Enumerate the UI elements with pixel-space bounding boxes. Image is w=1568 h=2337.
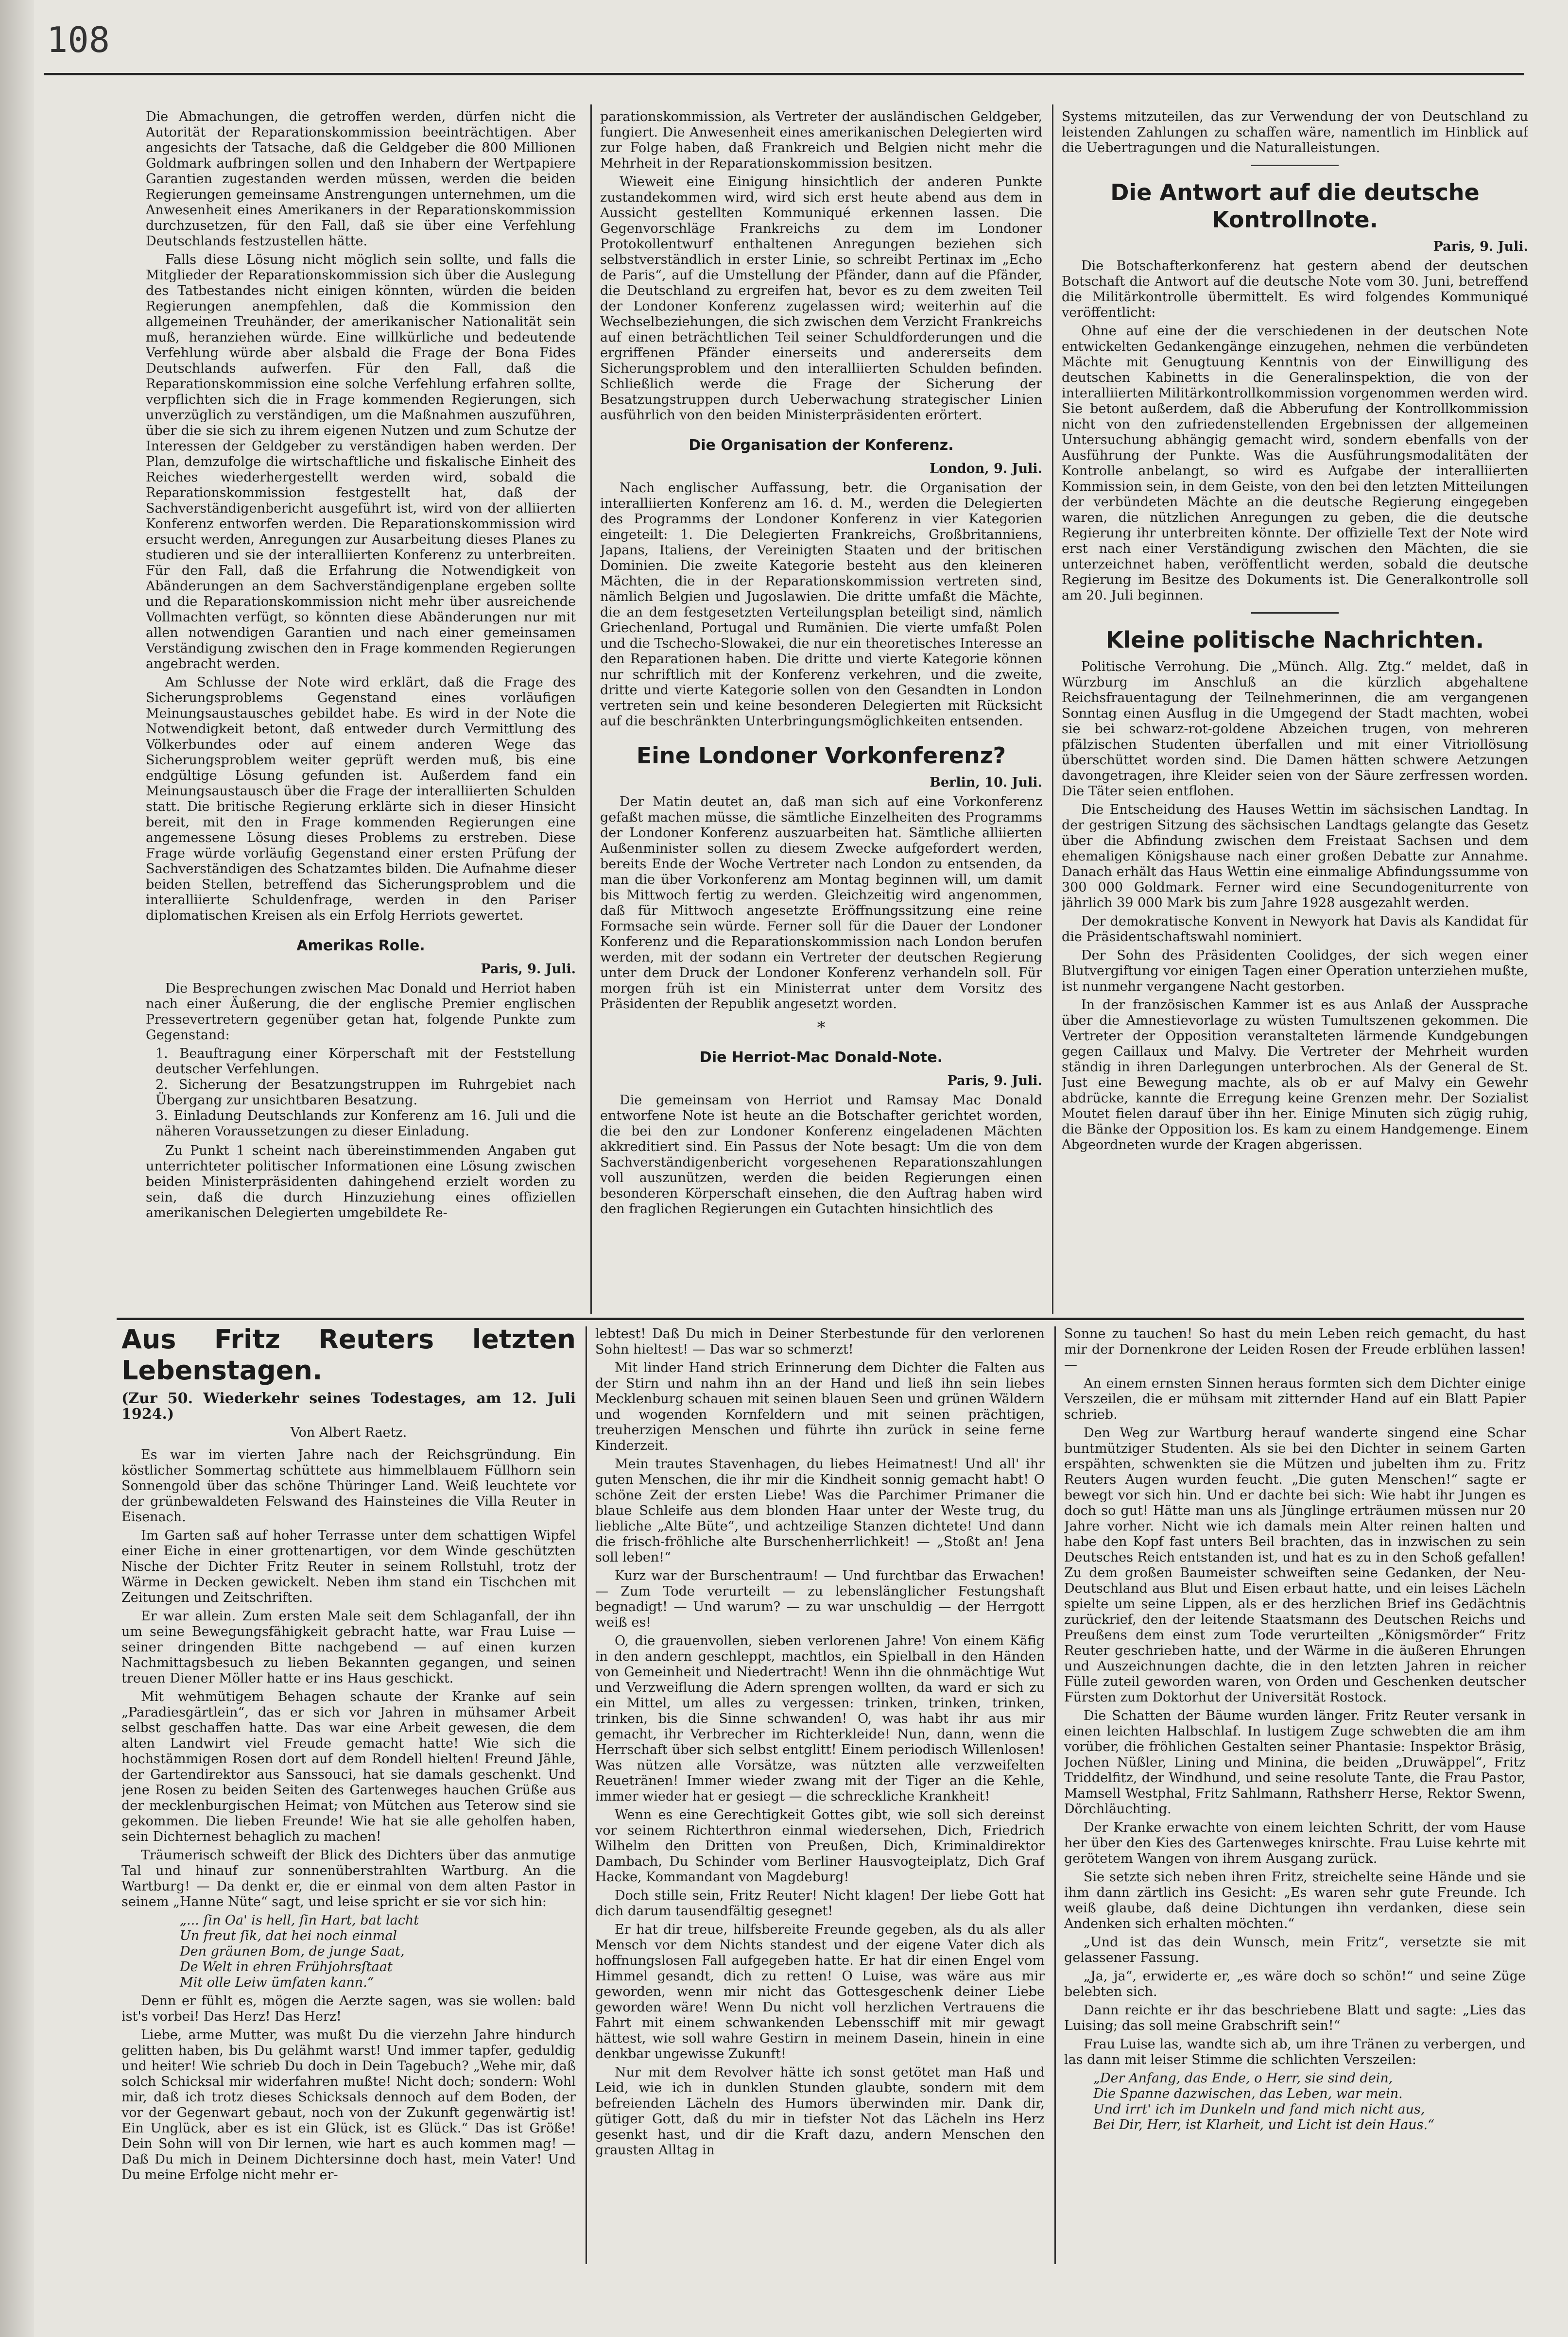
poem-line-3: Den gräunen Bom, de junge Saat, xyxy=(180,1944,405,1959)
epitaph-line-2: Die Spanne dazwischen, das Leben, war mein. xyxy=(1093,2086,1403,2101)
col1-para-3: Am Schlusse der Note wird erklärt, daß die Frage des Sicherungsproblems Gegenstand eines vorläufigen Meinungsaustausches gebildet habe. Es wird in der Note die Notwendigkeit betont, daß entweder durch Vermittlung des Völkerbundes oder auf einem anderen Wege das Sicherungsproblem weiter geprüft werden muß, bis eine endgültige Lösung gefunden ist. Außerdem fand ein Meinungsaustausch über die Frage der interalliierten Schulden statt. Die britische Regierung erklärte sich in dieser Hinsicht bereit, mit den in Frage kommenden Regierungen eine angemessene Lösung dieses Problems zu erstreben. Diese Frage würde vorläufig Gegenstand einer ersten Prüfung der Sachverständigen des Schatzamtes bilden. Die Aufnahme dieser beiden Stellen, betreffend das Sicherungsproblem und die interalliierte Schuldenfrage, werden in den Pariser diplomatischen Kreisen als ein Erfolg Herriots gewertet. xyxy=(146,675,576,923)
poem-line-4: De Welt in ehren Frühjohrsſtaat xyxy=(180,1959,393,1975)
feature3-para-2: An einem ernsten Sinnen heraus formten sich dem Dichter einige Verszeilen, die er mühsam mit zitternder Hand auf ein Blatt Papier schrieb. xyxy=(1064,1376,1526,1422)
col3-item-4: Der Sohn des Präsidenten Coolidges, der sich wegen einer Blutvergiftung vor einigen Tagen einer Operation unterziehen mußte, ist nunmehr vergangene Nacht gestorben. xyxy=(1062,948,1528,994)
epitaph-poem xyxy=(1093,2071,1526,2133)
col2-para-1: parationskommission, als Vertreter der ausländischen Geldgeber, fungiert. Die Anwesenheit eines amerikanischen Delegierten wird zur Folge haben, daß Frankreich und Belgien nicht mehr die Mehrheit in der Reparationskommission besitzen. xyxy=(600,109,1042,171)
col3-heading-antwort: Die Antwort auf die deutsche Kontrollnote. xyxy=(1110,179,1480,233)
feature-poem xyxy=(180,1913,576,1991)
feature3-para-8: „Ja, ja“, erwiderte er, „es wäre doch so schön!“ und seine Züge belebten sich. xyxy=(1064,1969,1526,1999)
column-rule-2 xyxy=(1052,104,1053,1314)
feature2-para-1: lebtest! Daß Du mich in Deiner Sterbestunde für den verlorenen Sohn hieltest! — Das war so schmerzt! xyxy=(595,1326,1045,1357)
top-rule xyxy=(44,73,1524,75)
col1-point-2: 2. Sicherung der Besatzungstruppen im Ruhrgebiet nach Übergang zur unsichtbaren Besatzung. xyxy=(155,1077,576,1108)
col1-point-1: 1. Beauftragung einer Körperschaft mit der Feststellung deutscher Verfehlungen. xyxy=(155,1046,576,1077)
poem-line-1: „... ſin Oa' is hell, ſin Hart, bat lacht xyxy=(180,1913,419,1928)
col2-para-4: Der Matin deutet an, daß man sich auf eine Vorkonferenz gefaßt machen müsse, die sämtliche Einzelheiten des Programms der Londoner Konferenz auszuarbeiten hat. Sämtliche alliierten Außenminister sollen zu diesem Zwecke aufgefordert werden, bereits Ende der Woche Vertreter nach London zu entsenden, da man die über Vorkonferenz am Montag beginnen will, um damit bis Mittwoch fertig zu werden. Gleichzeitig wird angenommen, daß für Mittwoch angesetzte Eröffnungssitzung eine reine Formsache sein würde. Ferner soll für die Dauer der Londoner Konferenz und die Reparationskommission nach London berufen werden, mit der sodann ein Vertreter der deutschen Regierung unter dem Druck der Londoner Konferenz verhandeln soll. Für morgen früh ist ein Ministerrat unter dem Vorsitz des Präsidenten der Republik angesetzt worden. xyxy=(600,794,1042,1012)
feature3-para-6: Sie setzte sich neben ihren Fritz, streichelte seine Hände und sie ihm dann zärtlich ins Gesicht: „Es waren sehr gute Freunde. Ich weiß glaube, daß deine Dichtungen ihn verdanken, diese sein Andenken sich erhalten möchten.“ xyxy=(1064,1870,1526,1931)
feature-para-2: Im Garten saß auf hoher Terrasse unter dem schattigen Wipfel einer Eiche in einer grottenartigen, vor dem Winde geschützten Nische der Dichter Fritz Reuter in seinem Rollstuhl, trotz der Wärme in Decken gewickelt. Neben ihm stand ein Tischchen mit Zeitungen und Zeitschriften. xyxy=(121,1528,576,1605)
feature-byline: Von Albert Raetz. xyxy=(290,1425,407,1440)
epitaph-line-4: Bei Dir, Herr, ist Klarheit, und Licht ist dein Haus.“ xyxy=(1093,2117,1434,2132)
col1-points-list xyxy=(155,1046,576,1139)
col2-para-5: Die gemeinsam von Herriot und Ramsay Mac Donald entworfene Note ist heute an die Botschafter gerichtet worden, die bei den zur Londoner Konferenz eingeladenen Mächten akkreditiert sind. Ein Passus der Note besagt: Um die von dem Sachverständigenbericht vorgesehenen Reparationszahlungen voll auszunützen, werden die beiden Regierungen einen besonderen Körperschaft einsehen, die den Auftrag haben wird den fraglichen Regierungen ein Gutachten hinsichtlich des xyxy=(600,1093,1042,1217)
epitaph-line-3: Und irrt' ich im Dunkeln und fand mich nicht aus, xyxy=(1093,2102,1425,2117)
feuilleton-rule xyxy=(117,1318,1524,1320)
feature3-para-1: Sonne zu tauchen! So hast du mein Leben reich gemacht, du hast mir der Dornenkrone der Leiden Rosen der Freude erblühen lassen! — xyxy=(1064,1326,1526,1373)
col1-point-3: 3. Einladung Deutschlands zur Konferenz am 16. Juli und die näheren Voraussetzungen zu dieser Einladung. xyxy=(155,1108,576,1139)
feature3-para-7: „Und ist das dein Wunsch, mein Fritz“, versetzte sie mit gelassener Fassung. xyxy=(1064,1935,1526,1965)
feature-para-4: Mit wehmütigem Behagen schaute der Kranke auf sein „Paradiesgärtlein“, das er sich vor Jahren in mühsamer Arbeit selbst geschaffen hatte. Das war eine Arbeit gewesen, die dem alten Landwirt viel Freude gemacht hatte! Wie sich die hochstämmigen Rosen dort auf dem Rondell hielten! Freund Jähle, der Gartendirektor aus Sanssouci, hat sie damals geschenkt. Und jene Rosen zu beiden Seiten des Gartenweges hauchen Grüße aus der mecklenburgischen Heimat; von Mütchen aus Teterow sind sie gekommen. Die lieben Freunde! Wie hat sie alle geholfen haben, sein Dichternest behaglich zu machen! xyxy=(121,1689,576,1844)
col2-heading-organisation: Die Organisation der Konferenz. xyxy=(689,437,954,454)
feature-column-rule-2 xyxy=(1054,1326,1056,2264)
col1-para-2: Falls diese Lösung nicht möglich sein sollte, und falls die Mitglieder der Reparationskommission sich über die Auslegung des Tatbestandes nicht einigen könnten, würden die beiden Regierungen anempfehlen, daß die Kommission den allgemeinen Treuhänder, der amerikanischer Nationalität sein muß, heranziehen würde. Eine willkürliche und bedeutende Verfehlung würde aber alsbald die Frage der Bona Fides Deutschlands aufwerfen. Für den Fall, daß die Reparationskommission eine solche Verfehlung erfahren sollte, verpflichten sich die in Frage kommenden Regierungen, sich unverzüglich zu verständigen, um die Maßnahmen auszuführen, über die sie sich zu ihrem eigenen Nutzen und zum Schutze der Interessen der Geldgeber zu verständigen haben werden. Der Plan, demzufolge die wirtschaftliche und fiskalische Einheit des Reiches wiederhergestellt werden wird, sobald die Reparationskommission festgestellt hat, daß der Sachverständigenbericht ausgeführt ist, wird von der alliierten Konferenz entworfen werden. Die Reparationskommission wird ersucht werden, Anregungen zur Ausarbeitung dieses Planes zu studieren und sie der interalliierten Konferenz zu unterbreiten. Für den Fall, daß die Erfahrung die Notwendigkeit von Abänderungen an dem Sachverständigenplane ergeben sollte und die Reparationskommission nicht mehr über ausreichende Vollmachten verfügt, so könnten diese Abänderungen nur mit allen notwendigen Garantien und nach einer gemeinsamen Verständigung zwischen den in Frage kommenden Regierungen angebracht werden. xyxy=(146,252,576,671)
page-number: 108 xyxy=(47,19,110,60)
col3-heading-kleine-nachrichten: Kleine politische Nachrichten. xyxy=(1105,627,1484,653)
epitaph-line-1: „Der Anfang, das Ende, o Herr, sie sind dein, xyxy=(1093,2071,1393,2086)
feature2-para-2: Mit linder Hand strich Erinnerung dem Dichter die Falten aus der Stirn und nahm ihn an der Hand und ließ ihn sein liebes Mecklenburg schauen mit seinen blauen Seen und grünen Wäldern und wogenden Kornfeldern und mit seinen prächtigen, treuherzigen Menschen und führte ihn zurück in seine ferne Kinderzeit. xyxy=(595,1360,1045,1453)
col2-heading-herriot-note: Die Herriot-Mac Donald-Note. xyxy=(699,1049,943,1066)
col2-dateline-3: Paris, 9. Juli. xyxy=(947,1073,1042,1088)
col3-short-rule-2 xyxy=(1251,612,1339,614)
col3-item-3: Der demokratische Konvent in Newyork hat Davis als Kandidat für die Präsidentschaftswahl nominiert. xyxy=(1062,914,1528,945)
col3-para-3: Ohne auf eine der die verschiedenen in der deutschen Note entwickelten Gedankengänge einzugehen, nehmen die verbündeten Mächte mit Genugtuung Kenntnis von der Einwilligung des deutschen Kabinetts in die Generalinspektion, die von der interalliierten Militärkontrollkommission vorgenommen werden wird. Sie betont außerdem, daß die Abberufung der Kontrollkommission nicht von den zufriedenstellenden Ergebnissen der allgemeinen Untersuchung abhängig gemacht wird, sondern ebenfalls von der Ausführung der Punkte. Was die Ausführungsmodalitäten der Kontrolle anbelangt, so wird es Aufgabe der interalliierten Kommission sein, in dem Geiste, von den bei den letzten Mitteilungen der verbündeten Mächte an die deutsche Regierung eingegeben waren, die nützlichen Anregungen zu geben, die die deutsche Regierung ihr unterbreiten könnte. Der offizielle Text der Note wird erst nach einer Verständigung zwischen den Mächten, die sie unterzeichnet haben, veröffentlicht werden, sobald die deutsche Regierung im Besitze des Dokuments ist. Die Generalkontrolle soll am 20. Juli beginnen. xyxy=(1062,324,1528,603)
feature-para-3: Er war allein. Zum ersten Male seit dem Schlaganfall, der ihn um seine Bewegungsfähigkeit gebracht hatte, war Frau Luise — seiner dringenden Bitte nachgebend — auf einen kurzen Nachmittagsbesuch zu lieben Bekannten gegangen, und seinen treuen Diener Möller hatte er ins Haus geschickt. xyxy=(121,1609,576,1686)
feature2-para-3: Mein trautes Stavenhagen, du liebes Heimatnest! Und all' ihr guten Menschen, die ihr mir die Kindheit sonnig gemacht habt! O schöne Zeit der ersten Liebe! Was die Parchimer Primaner die blaue Schleife aus dem blonden Haar unter der Weste trug, du liebliche „Alte Büte“, und achtzeilige Stanzen dichtete! Und dann die frisch-fröhliche alte Burschenherrlichkeit! — „Stoßt an! Jena soll leben!“ xyxy=(595,1457,1045,1565)
col3-short-rule-1 xyxy=(1251,165,1339,166)
col2-dateline-1: London, 9. Juli. xyxy=(930,461,1042,476)
col3-para-1: Systems mitzuteilen, das zur Verwendung der von Deutschland zu leistenden Zahlungen zu schaffen wäre, namentlich im Hinblick auf die Uebertragungen und die Naturalleistungen. xyxy=(1062,109,1528,155)
poem-line-2: Un freut ſik, dat hei noch einmal xyxy=(180,1928,397,1943)
col1-heading-amerikas-rolle: Amerikas Rolle. xyxy=(296,937,425,954)
feature3-para-4: Die Schatten der Bäume wurden länger. Fritz Reuter versank in einen leichten Halbschlaf. In lustigem Zuge schwebten die am ihm vorüber, die fröhlichen Gestalten seiner Phantasie: Inspektor Bräsig, Jochen Nüßler, Lining und Minina, die beiden „Druwäppel“, Fritz Triddelfitz, der Windhund, und seine resolute Tante, die Frau Pastor, Mamsell Westphal, Fritz Sahlmann, Rathsherr Herse, Rektor Swenn, Dörchläuchting. xyxy=(1064,1708,1526,1817)
feature-para-1: Es war im vierten Jahre nach der Reichsgründung. Ein köstlicher Sommertag schüttete aus himmelblauem Füllhorn sein Sonnengold über das schöne Thüringer Land. Weiß leuchtete vor der grünbewaldeten Felswand des Hainsteines die Villa Reuter in Eisenach. xyxy=(121,1447,576,1525)
feature-column-1 xyxy=(121,1324,576,2271)
feature3-para-3: Den Weg zur Wartburg herauf wanderte singend eine Schar buntmütziger Studenten. Als sie bei den Dichter in seinem Garten erspähten, schwenkten sie die Mützen und jubelten ihm zu. Fritz Reuters Augen wurden feucht. „Die guten Menschen!“ sagte er bewegt vor sich hin. Und er dachte bei sich: Wie habt ihr Jungen es doch so gut! Hätte man uns als Jünglinge erträumen müssen nur 20 Jahre vorher. Nicht wie ich damals mein Alter reinen halten und habe den Kopf fast unters Beil brachten, das in inzwischen zu sein Deutsches Reich entstanden ist, und hat es zu in den Schoß gefallen! Zu dem großen Baumeister schweiften seine Gedanken, der Neu-Deutschland aus Blut und Eisen erbaut hatte, und ein leises Lächeln spielte um seine Lippen, als er des herzlichen Brief ins Gedächtnis zurückrief, den der leitende Staatsmann des Deutschen Reichs und Preußens dem einst zum Tode verurteilten „Königsmörder“ Fritz Reuter geschrieben hatte, und der Wärme in die äußeren Ehrungen und Auszeichnungen dachte, die in den letzten Jahren in reicher Fülle zuteil geworden waren, von Orden und Geschenken deutscher Fürsten zum Doktorhut der Universität Rostock. xyxy=(1064,1426,1526,1705)
feature-para-6: Denn er fühlt es, mögen die Aerzte sagen, was sie wollen: bald ist's vorbei! Das Herz! Das Herz! xyxy=(121,1993,576,2024)
column-2 xyxy=(600,109,1042,1309)
col1-para-1: Die Abmachungen, die getroffen werden, dürfen nicht die Autorität der Reparationskommission beeinträchtigen. Aber angesichts der Tatsache, daß die Geldgeber die 800 Millionen Goldmark aufbringen sollen und den Inhabern der Wertpapiere Garantien zugestanden werden müssen, werden die beiden Regierungen gemeinsame Anstrengungen unternehmen, um die Anwesenheit eines Amerikaners in der Reparationskommission durchzusetzen, für den Fall, daß sie über eine Verfehlung Deutschlands festzustellen hätte. xyxy=(146,109,576,249)
feature-title: Aus Fritz Reuters letzten Lebenstagen. xyxy=(121,1324,576,1386)
feature-column-3 xyxy=(1064,1326,1526,2271)
feature2-para-8: Er hat dir treue, hilfsbereite Freunde gegeben, als du als aller Mensch vor dem Nichts standest und der eigene Vater dich als hoffnungslosen Fall aufgegeben hatte. Er hat dir einen Engel vom Himmel gesandt, dich zu retten! O Luise, was wäre aus mir geworden, wenn mir nicht das Gottesgeschenk deiner Liebe geworden wäre! Wenn Du nicht voll herzlichen Vertrauens die Fahrt mit einem schwankenden Lebensschiff mit mir gewagt hättest, wie soll wahre Gestirn in meinem Dasein, hinein in eine denkbar ungewisse Zukunft! xyxy=(595,1922,1045,2062)
col1-dateline: Paris, 9. Juli. xyxy=(481,962,576,977)
col2-separator-star: * xyxy=(817,1018,826,1037)
col2-para-3: Nach englischer Auffassung, betr. die Organisation der interalliierten Konferenz am 16. d. M., werden die Delegierten des Programms der Londoner Konferenz in vier Kategorien eingeteilt: 1. Die Delegierten Frankreichs, Großbritanniens, Japans, Italiens, der Vereinigten Staaten und der britischen Dominien. Die zweite Kategorie besteht aus den kleineren Mächten, die in der Reparationskommission vertreten sind, nämlich Belgien und Jugoslawien. Die dritte umfaßt die Mächte, die an dem festgesetzten Verteilungsplan beteiligt sind, nämlich Griechenland, Portugal und Rumänien. Die vierte umfaßt Polen und die Tschecho-Slowakei, die nur ein theoretisches Interesse an den Reparationen haben. Die dritte und vierte Kategorie können nur schriftlich mit der Konferenz verkehren, und die zweite, dritte und vierte Kategorie sollen von den Gesandten in London vertreten sein und keine besonderen Delegierten mit Rücksicht auf die beschränkten Unterbringungsmöglichkeiten entsenden. xyxy=(600,481,1042,729)
feature2-para-6: Wenn es eine Gerechtigkeit Gottes gibt, wie soll sich dereinst vor seinem Richterthron einmal wiedersehen, Dich, Friedrich Wilhelm den Dritten von Preußen, Dich, Kriminaldirektor Dambach, Du Schinder vom Berliner Hausvogteiplatz, Dich Graf Hacke, Kommandant von Magdeburg! xyxy=(595,1807,1045,1885)
col3-para-2: Die Botschafterkonferenz hat gestern abend der deutschen Botschaft die Antwort auf die deutsche Note vom 30. Juni, betreffend die Militärkontrolle übermittelt. Es wird folgendes Kommuniqué veröffentlicht: xyxy=(1062,258,1528,320)
column-1 xyxy=(146,109,576,1309)
feature2-para-4: Kurz war der Burschentraum! — Und furchtbar das Erwachen! — Zum Tode verurteilt — zu lebenslänglicher Festungshaft begnadigt! — Und warum? — zu war unschuldig — der Herrgott weiß es! xyxy=(595,1568,1045,1630)
feature3-para-5: Der Kranke erwachte von einem leichten Schritt, der vom Hause her über den Kies des Gartenweges knirschte. Frau Luise kehrte mit gerötetem Wangen von ihrem Ausgang zurück. xyxy=(1064,1820,1526,1866)
column-3 xyxy=(1062,109,1528,1309)
feature-para-7: Liebe, arme Mutter, was mußt Du die vierzehn Jahre hindurch gelitten haben, bis Du gelähmt warst! Und immer tapfer, geduldig und heiter! Wie schrieb Du doch in Dein Tagebuch? „Wehe mir, daß solch Schicksal mir widerfahren mußte! Nicht doch; sondern: Wohl mir, daß ich trotz dieses Schicksals dennoch auf dem Boden, der vor der Gegenwart gebaut, noch von der Zukunft gegenwärtig ist! Ein Unglück, aber es ist ein Glück, ist es Glück.“ Das ist Größe! Dein Sohn will von Dir lernen, wie hart es auch kommen mag! — Daß Du mich in Deinem Dichtersinne doch hast, mein Vater! Und Du meine Erfolge nicht mehr er- xyxy=(121,2028,576,2182)
feature2-para-5: O, die grauenvollen, sieben verlorenen Jahre! Von einem Käfig in den andern geschleppt, machtlos, ein Spielball in den Händen von Gemeinheit und Niedertracht! Wenn ihn die ohnmächtige Wut und Verzweiflung die Adern sprengen wollten, da ward er sich zu ein Mittel, um alles zu vergessen: trinken, trinken, trinken, trinken, bis die Sinne schwanden! O, was habt ihr aus mir gemacht, ihr Verbrecher im Richterkleide! Nun, dann, wenn die Herrschaft über sich selbst entglitt! Einem periodisch Willenlosen! Was nützen alle Vorsätze, was nützten alle verzweifelten Reuetränen! Immer wieder zwang mit der Tiger an die Kehle, immer wieder hat er gesiegt — die schreckliche Krankheit! xyxy=(595,1633,1045,1804)
col3-item-5: In der französischen Kammer ist es aus Anlaß der Aussprache über die Amnestievorlage zu wüsten Tumultszenen gekommen. Die Vertreter der Opposition veranstalteten lärmende Kundgebungen gegen Caillaux und Malvy. Die Vertreter der Mehrheit wurden ständig in ihren Darlegungen unterbrochen. Als der General de St. Just eine Bewegung machte, als ob er auf Malvy ein Gewehr abdrücke, kannte die Erregung keine Grenzen mehr. Der Sozialist Moutet fielen darauf über ihn her. Einige Minuten sich zügig ruhig, die Bänke der Opposition los. Es kam zu einem Handgemenge. Einem Abgeordneten wurde der Kragen abgerissen. xyxy=(1062,997,1528,1152)
feature2-para-7: Doch stille sein, Fritz Reuter! Nicht klagen! Der liebe Gott hat dich darum tausendfältig gesegnet! xyxy=(595,1888,1045,1919)
col2-dateline-2: Berlin, 10. Juli. xyxy=(930,775,1042,790)
column-rule-1 xyxy=(590,104,592,1314)
feature-column-2 xyxy=(595,1326,1045,2271)
col2-heading-vorkonferenz: Eine Londoner Vorkonferenz? xyxy=(636,742,1006,769)
col2-para-2: Wieweit eine Einigung hinsichtlich der anderen Punkte zustandekommen wird, wird sich erst heute abend aus dem in Aussicht gestellten Kommuniqué erkennen lassen. Die Gegenvorschläge Frankreichs zu dem im Londoner Protokollentwurf enthaltenen Anregungen beziehen sich selbstverständlich in erster Linie, so schreibt Pertinax im „Echo de Paris“, auf die Umstellung der Pfänder, dann auf die Pfänder, die Deutschland zu ergreifen hat, bevor es zu dem zweiten Teil der Londoner Konferenz zugelassen wird; weiterhin auf die Wechselbeziehungen, die sich zwischen dem Verzicht Frankreichs auf einen beträchtlichen Teil seiner Schuldforderungen und die ergriffenen Pfänder einerseits und andererseits dem Sicherungsproblem und den interalliierten Schulden befinden. Schließlich werde die Frage der Sicherung der Besatzungstruppen durch Ueberwachung strategischer Linien ausführlich von den beiden Ministerpräsidenten erörtert. xyxy=(600,174,1042,423)
col1-tail: Zu Punkt 1 scheint nach übereinstimmenden Angaben gut unterrichteter politischer Informationen eine Lösung zwischen beiden Ministerpräsidenten dahingehend erzielt worden zu sein, daß die durch Hinzuziehung eines offiziellen amerikanischen Delegierten umgebildete Re- xyxy=(146,1143,576,1220)
binding-edge xyxy=(0,0,34,2337)
feature3-para-10: Frau Luise las, wandte sich ab, um ihre Tränen zu verbergen, und las dann mit leiser Stimme die schlichten Verszeilen: xyxy=(1064,2037,1526,2067)
col3-item-1: Politische Verrohung. Die „Münch. Allg. Ztg.“ meldet, daß in Würzburg im Anschluß an die kürzlich abgehaltene Reichsfrauentagung der Teilnehmerinnen, die am vergangenen Sonntag einen Ausflug in die Umgegend der Stadt machten, wobei sie bei schwarz-rot-goldene Abzeichen trugen, von mehreren pfälzischen Studenten überfallen und mit einer Vitriollösung überschüttet worden sind. Die Damen hätten schwere Aetzungen davongetragen, ihre Kleider seien von der Säure zerfressen worden. Die Täter seien entflohen. xyxy=(1062,659,1528,799)
feature-column-rule-1 xyxy=(586,1326,587,2264)
feature-subtitle: (Zur 50. Wiederkehr seines Todestages, am 12. Juli 1924.) xyxy=(121,1390,576,1423)
col3-dateline: Paris, 9. Juli. xyxy=(1433,239,1528,254)
poem-line-5: Mit olle Leiw ümfaten kann.“ xyxy=(180,1975,374,1990)
col1-intro: Die Besprechungen zwischen Mac Donald und Herriot haben nach einer Äußerung, die der englische Premier englischen Pressevertretern gegenüber getan hat, folgende Punkte zum Gegenstand: xyxy=(146,981,576,1043)
col3-item-2: Die Entscheidung des Hauses Wettin im sächsischen Landtag. In der gestrigen Sitzung des sächsischen Landtags gelangte das Gesetz über die Abfindung zwischen dem Freistaat Sachsen und dem ehemaligen Königshause nach einer großen Debatte zur Annahme. Danach erhält das Haus Wettin eine einmalige Abfindungssumme von 300 000 Goldmark. Ferner wird eine Secundogeniturrente von jährlich 39 000 Mark bis zum Jahre 1928 ausgezahlt werden. xyxy=(1062,802,1528,911)
feature2-para-9: Nur mit dem Revolver hätte ich sonst getötet man Haß und Leid, wie ich in dunklen Stunden glaubte, sondern mit dem befreienden Lächeln des Humors überwinden mir. Dank dir, gütiger Gott, daß du mir in tiefster Not das Lächeln ins Herz gesenkt hast, und dir die Kraft dazu, andern Menschen den grausten Alltag in xyxy=(595,2065,1045,2158)
feature3-para-9: Dann reichte er ihr das beschriebene Blatt und sagte: „Lies das Luising; das soll meine Grabschrift sein!“ xyxy=(1064,2003,1526,2033)
feature-para-5: Träumerisch schweift der Blick des Dichters über das anmutige Tal und hinauf zur sonnenüberstrahlten Wartburg. An die Wartburg! — Da denkt er, die er einmal von dem alten Pastor in seinem „Hanne Nüte“ sagt, und leise spricht er sie vor sich hin: xyxy=(121,1848,576,1909)
